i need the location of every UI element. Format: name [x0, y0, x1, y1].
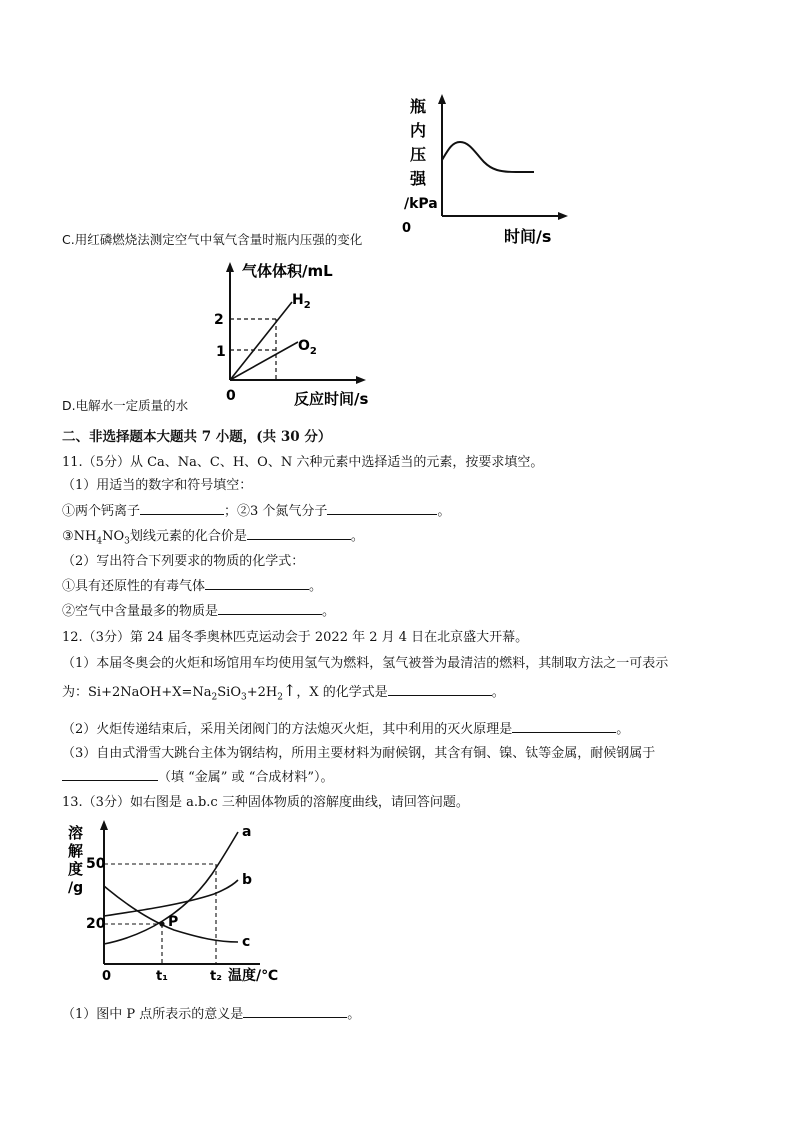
- q11-toxic-gas-label: ①具有还原性的有毒气体: [62, 579, 206, 594]
- q12-part1-end: 。: [491, 685, 505, 700]
- figd-h2-label: $H_2$: [292, 292, 311, 311]
- figs-ytick-20: 20: [86, 916, 106, 932]
- figd-y-arrow: [226, 262, 234, 272]
- figc-ylabel-4: 强: [410, 169, 427, 188]
- q12-eq-sub2: 3: [240, 692, 247, 703]
- q11-part1-c-end: 。: [350, 529, 364, 544]
- section-2-title: 二、非选择题本大题共 7 小题，(共 30 分）: [62, 429, 332, 445]
- q11-stem: 11.（5分）从 Ca、Na、C、H、O、N 六种元素中选择适当的元素，按要求填空。: [62, 455, 544, 470]
- q11-part1-c: [62, 525, 364, 547]
- figd-origin: 0: [226, 388, 236, 404]
- figd-ylabel: 气体体积/mL: [242, 262, 333, 280]
- q11-nitrogen-blank[interactable]: [327, 502, 437, 515]
- q11-nh4no3-a: ③NH: [62, 529, 97, 544]
- q12-material-hint: （填 “金属” 或 “合成材料”）。: [158, 770, 334, 785]
- q11-part2-a-end: 。: [309, 579, 323, 594]
- q12-stem: 12.（3分）第 24 届冬季奥林匹克运动会于 2022 年 2 月 4 日在北京盛大开幕。: [62, 630, 529, 645]
- figs-point-p: [159, 921, 164, 926]
- figs-ylabel-4: /g: [68, 880, 84, 896]
- q11-part2-b: [62, 600, 335, 619]
- q12-extinguish-label: （2）火炬传递结束后，采用关闭阀门的方法熄灭火炬，其中利用的灭火原理是: [62, 722, 513, 737]
- figs-ytick-50: 50: [86, 856, 106, 872]
- figure-c-caption: C.用红磷燃烧法测定空气中氧气含量时瓶内压强的变化: [62, 232, 363, 247]
- figs-xlabel: 温度/℃: [228, 968, 279, 984]
- q11-part2-a: [62, 575, 322, 594]
- q11-nitrogen-label: ；②3 个氮气分子: [224, 504, 328, 519]
- q12-x-label: ，X 的化学式是: [296, 685, 388, 700]
- q11-valence-blank[interactable]: [247, 527, 351, 540]
- figd-o2-line: [230, 342, 298, 380]
- figs-origin: 0: [102, 969, 112, 984]
- q11-part2-b-end: 。: [322, 604, 336, 619]
- figure-d-caption: D.电解水一定质量的水: [62, 398, 189, 413]
- q12-material-blank[interactable]: [62, 768, 158, 781]
- figc-origin: 0: [402, 221, 412, 236]
- figs-curve-c-label: c: [242, 934, 251, 950]
- figc-ylabel-1: 瓶: [410, 97, 427, 116]
- figc-ylabel-5: /kPa: [404, 196, 438, 212]
- q11-air-blank[interactable]: [218, 602, 322, 615]
- q12-part2-end: 。: [616, 722, 630, 737]
- figc-y-arrow: [438, 94, 446, 104]
- q11-part2: （2）写出符合下列要求的物质的化学式：: [62, 554, 305, 569]
- figd-ytick-1: 1: [216, 344, 226, 360]
- q12-part3-line2: [62, 766, 333, 785]
- q13-p-meaning-blank[interactable]: [243, 1005, 347, 1018]
- figs-xtick-t2: t₂: [210, 969, 222, 984]
- q11-air-label: ②空气中含量最多的物质是: [62, 604, 219, 619]
- q12-eq-b: SiO: [217, 685, 241, 700]
- q12-eq-arrow: ↑: [282, 681, 297, 700]
- q13-part1: [62, 1003, 360, 1022]
- figd-x-arrow: [356, 376, 366, 384]
- q11-valence-label: 划线元素的化合价是: [129, 529, 247, 544]
- q11-calcium-ions-blank[interactable]: [140, 502, 224, 515]
- figs-y-arrow: [100, 820, 108, 830]
- figs-ylabel-3: 度: [68, 860, 84, 878]
- q11-nh4no3-sub2: 3: [124, 536, 130, 547]
- q12-part1-line2: [62, 681, 505, 703]
- figs-point-p-label: P: [168, 914, 179, 930]
- q12-eq-c: +2H: [246, 685, 278, 700]
- figs-curve-a-label: a: [242, 824, 252, 840]
- figc-pressure-curve: [442, 142, 534, 172]
- q13-part1-end: 。: [347, 1007, 361, 1022]
- figure-d-electrolysis-graph: [210, 258, 400, 408]
- q12-eq-sub3: 2: [277, 692, 283, 703]
- q12-part1-line1: （1）本届冬奥会的火炬和场馆用车均使用氢气为燃料，氢气被誉为最清洁的燃料，其制取方法之一可表示: [62, 656, 669, 671]
- q11-part1-ab: [62, 500, 450, 519]
- q11-nh4no3-sub1: 4: [96, 536, 103, 547]
- figc-ylabel-2: 内: [410, 121, 427, 140]
- q11-calcium-ions-label: ①两个钙离子: [62, 504, 141, 519]
- figs-ylabel-1: 溶: [68, 824, 84, 842]
- q11-part1: （1）用适当的数字和符号填空：: [62, 478, 253, 493]
- figc-ylabel-3: 压: [410, 145, 427, 164]
- q12-part2: [62, 718, 629, 737]
- figure-solubility-curves: [64, 818, 300, 990]
- q12-extinguish-blank[interactable]: [512, 720, 616, 733]
- figs-curve-b-label: b: [242, 872, 253, 888]
- q12-x-blank[interactable]: [388, 683, 492, 696]
- figd-o2-label: $O_2$: [298, 338, 317, 357]
- q13-p-meaning-label: （1）图中 P 点所表示的意义是: [62, 1007, 244, 1022]
- q12-eq-a: 为：Si+2NaOH+X=Na: [62, 685, 212, 700]
- figs-curve-b: [104, 880, 238, 916]
- q11-toxic-gas-blank[interactable]: [205, 577, 309, 590]
- figd-h2-line: [230, 302, 292, 380]
- figd-xlabel: 反应时间/s: [294, 390, 369, 408]
- q11-nh4no3-b: NO: [102, 529, 125, 544]
- figs-ylabel-2: 解: [68, 842, 84, 860]
- q12-eq-sub1: 2: [211, 692, 218, 703]
- q12-part3-line1: （3）自由式滑雪大跳台主体为钢结构，所用主要材料为耐候钢，其含有铜、镍、钛等金属，耐候钢属于: [62, 746, 656, 761]
- figd-ytick-2: 2: [214, 312, 224, 328]
- figure-c-pressure-graph: [396, 92, 576, 252]
- q11-part1-ab-end: 。: [437, 504, 451, 519]
- figs-xtick-t1: t₁: [156, 969, 168, 984]
- q13-stem: 13.（3分）如右图是 a.b.c 三种固体物质的溶解度曲线，请回答问题。: [62, 795, 469, 810]
- figc-xlabel: 时间/s: [504, 227, 552, 246]
- figc-x-arrow: [558, 212, 568, 220]
